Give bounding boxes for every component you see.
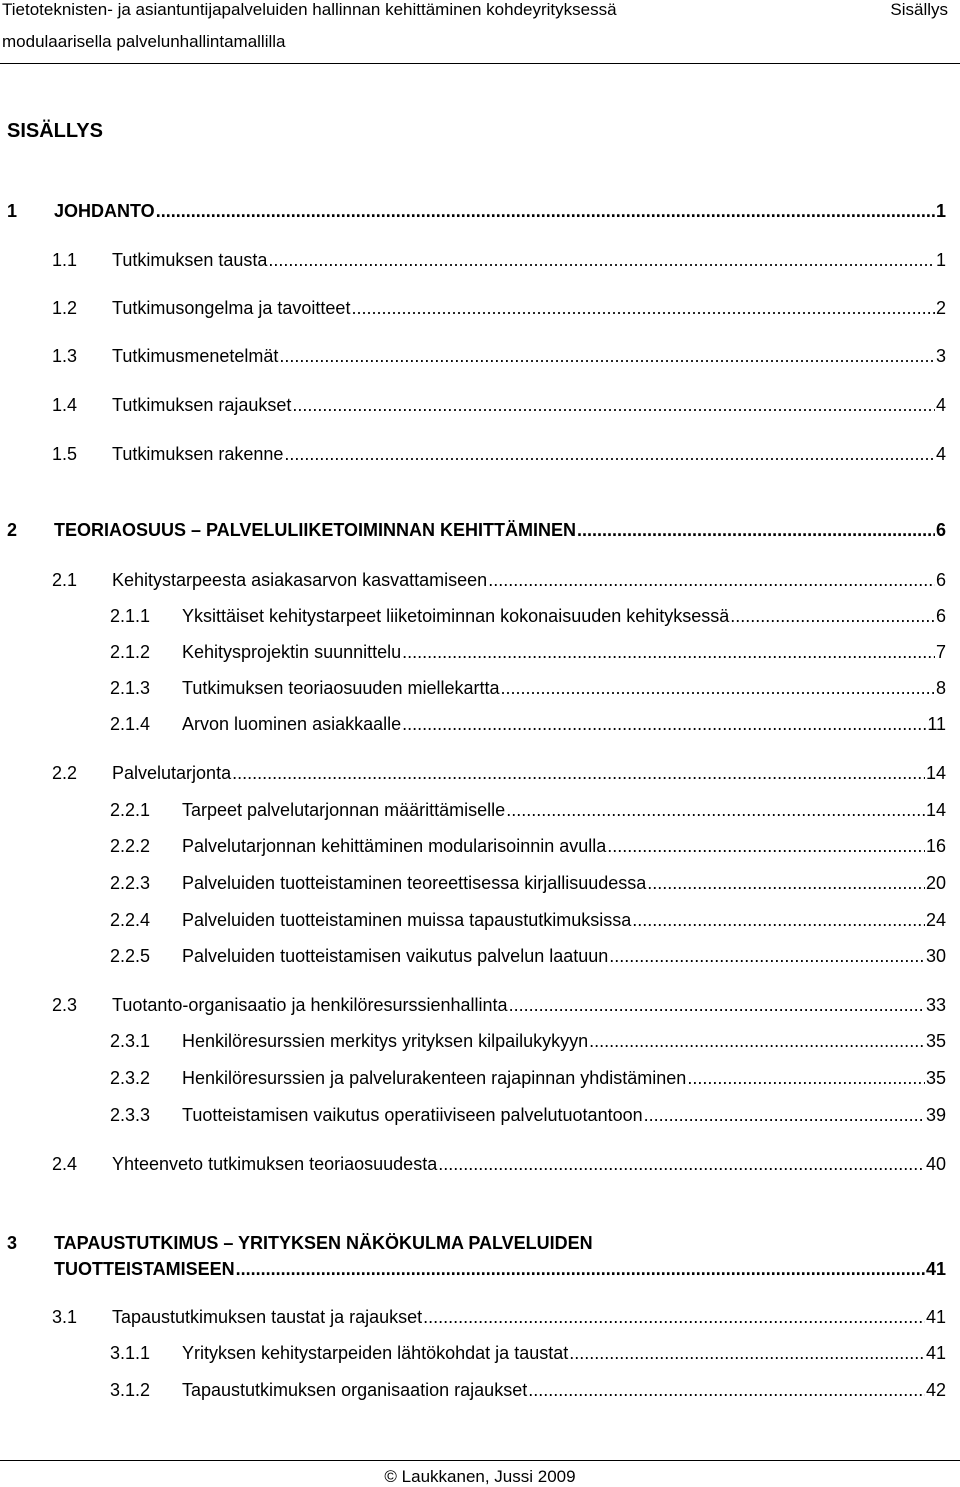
- toc-entry-title: Tutkimuksen teoriaosuuden miellekartta: [182, 678, 500, 698]
- toc-leader-dots: [607, 835, 925, 857]
- toc-entry-page: 6: [935, 606, 946, 626]
- toc-leader-dots: [423, 1306, 925, 1328]
- toc-entry-2-1-1[interactable]: [110, 605, 946, 627]
- toc-entry-page: 30: [925, 946, 946, 966]
- toc-entry-number: 2.2.1: [110, 800, 151, 820]
- toc-entry-number: 2.3.3: [110, 1105, 151, 1125]
- header-section-label: Sisällys: [890, 0, 948, 19]
- toc-entry-title: Kehitystarpeesta asiakasarvon kasvattamiseen: [112, 570, 488, 590]
- toc-entry-title: Palveluiden tuotteistaminen teoreettisessa kirjallisuudessa: [182, 873, 647, 893]
- toc-entry-2-3-2[interactable]: [110, 1067, 946, 1089]
- toc-entry-number: 1.2: [52, 298, 78, 318]
- toc-entry-number: 1.5: [52, 444, 78, 464]
- toc-entry-page: 14: [925, 800, 946, 820]
- toc-entry-page: 41: [925, 1343, 946, 1363]
- toc-leader-dots: [268, 249, 935, 271]
- toc-entry-number: 2.2.4: [110, 910, 151, 930]
- toc-entry-page: 4: [935, 444, 946, 464]
- toc-entry-3-1-2[interactable]: [110, 1379, 946, 1401]
- toc-entry-number: 2.3: [52, 995, 78, 1015]
- toc-entry-number: 2.3.2: [110, 1068, 151, 1088]
- toc-entry-2-1-2[interactable]: [110, 641, 946, 663]
- toc-leader-dots: [279, 345, 935, 367]
- toc-entry-number: 2.2: [52, 763, 78, 783]
- toc-leader-dots: [528, 1379, 925, 1401]
- toc-entry-page: 42: [925, 1380, 946, 1400]
- toc-entry-page: 6: [935, 570, 946, 590]
- toc-entry-2-2-4[interactable]: [110, 909, 946, 931]
- toc-entry-title: Tuotanto-organisaatio ja henkilöresurssienhallinta: [112, 995, 508, 1015]
- toc-entry-number: 2.1.3: [110, 678, 151, 698]
- toc-entry-title: Tarpeet palvelutarjonnan määrittämiselle: [182, 800, 506, 820]
- toc-entry-title: Tapaustutkimuksen taustat ja rajaukset: [112, 1307, 423, 1327]
- toc-entry-title: Tapaustutkimuksen organisaation rajaukset: [182, 1380, 528, 1400]
- toc-leader-dots: [402, 641, 935, 663]
- toc-leader-dots: [236, 1258, 925, 1280]
- toc-entry-title: JOHDANTO: [54, 201, 155, 221]
- toc-entry-number: 2: [7, 520, 18, 540]
- toc-leader-dots: [632, 909, 925, 931]
- toc-entry-page: 6: [935, 520, 946, 540]
- toc-leader-dots: [156, 200, 935, 222]
- toc-leader-dots: [232, 762, 925, 784]
- toc-leader-dots: [402, 713, 926, 735]
- toc-entry-page: 1: [935, 201, 946, 221]
- toc-entry-number: 3.1.1: [110, 1343, 151, 1363]
- toc-entry-2-2-5[interactable]: [110, 945, 946, 967]
- toc-entry-2[interactable]: [7, 519, 946, 541]
- toc-entry-2-2[interactable]: [52, 762, 946, 784]
- toc-entry-2-1-4[interactable]: [110, 713, 946, 735]
- toc-entry-2-1[interactable]: [52, 569, 946, 591]
- toc-entry-2-3[interactable]: [52, 994, 946, 1016]
- toc-leader-dots: [609, 945, 925, 967]
- toc-entry-title: Tutkimusmenetelmät: [112, 346, 279, 366]
- toc-leader-dots: [292, 394, 935, 416]
- toc-entry-title: Palvelutarjonnan kehittäminen modularisoinnin avulla: [182, 836, 607, 856]
- toc-entry-3[interactable]: [54, 1258, 946, 1280]
- toc-heading: SISÄLLYS: [7, 120, 103, 142]
- toc-entry-title: Tutkimuksen rakenne: [112, 444, 284, 464]
- toc-entry-page: 1: [935, 250, 946, 270]
- toc-entry-number: 3.1: [52, 1307, 78, 1327]
- toc-entry-page: 14: [925, 763, 946, 783]
- toc-entry-title: Tutkimuksen rajaukset: [112, 395, 292, 415]
- toc-entry-page: 8: [935, 678, 946, 698]
- toc-entry-title: Palvelutarjonta: [112, 763, 232, 783]
- toc-leader-dots: [644, 1104, 925, 1126]
- toc-entry-page: 35: [925, 1068, 946, 1088]
- toc-entry-3-1-1[interactable]: [110, 1342, 946, 1364]
- toc-leader-dots: [506, 799, 925, 821]
- toc-entry-title: Tutkimusongelma ja tavoitteet: [112, 298, 351, 318]
- toc-leader-dots: [647, 872, 925, 894]
- toc-leader-dots: [687, 1067, 925, 1089]
- toc-entry-2-2-3[interactable]: [110, 872, 946, 894]
- toc-entry-title: TAPAUSTUTKIMUS – YRITYKSEN NÄKÖKULMA PALVELUIDEN: [54, 1233, 593, 1253]
- toc-entry-number: 1.1: [52, 250, 78, 270]
- toc-leader-dots: [488, 569, 935, 591]
- toc-leader-dots: [569, 1342, 925, 1364]
- toc-entry-number: 3: [7, 1233, 18, 1253]
- toc-entry-title: Palveluiden tuotteistamisen vaikutus palvelun laatuun: [182, 946, 609, 966]
- header-divider: [0, 63, 960, 64]
- toc-entry-page: 24: [925, 910, 946, 930]
- toc-entry-title: Kehitysprojektin suunnittelu: [182, 642, 402, 662]
- toc-entry-2-2-1[interactable]: [110, 799, 946, 821]
- toc-entry-page: 41: [925, 1307, 946, 1327]
- toc-entry-number: 2.2.5: [110, 946, 151, 966]
- toc-entry-number: 3.1.2: [110, 1380, 151, 1400]
- toc-entry-number: 2.2.3: [110, 873, 151, 893]
- toc-entry-page: 41: [925, 1259, 946, 1279]
- toc-entry-title: Tuotteistamisen vaikutus operatiiviseen palvelutuotantoon: [182, 1105, 643, 1125]
- toc-entry-1-5[interactable]: [52, 443, 946, 465]
- toc-entry-page: 11: [927, 714, 946, 734]
- toc-entry-title: Yrityksen kehitystarpeiden lähtökohdat ja taustat: [182, 1343, 569, 1363]
- toc-leader-dots: [589, 1030, 925, 1052]
- toc-entry-2-1-3[interactable]: [110, 677, 946, 699]
- toc-entry-title: Yksittäiset kehitystarpeet liiketoiminnan kokonaisuuden kehityksessä: [182, 606, 730, 626]
- toc-entry-2-4[interactable]: [52, 1153, 946, 1175]
- toc-entry-title: Henkilöresurssien ja palvelurakenteen rajapinnan yhdistäminen: [182, 1068, 687, 1088]
- toc-entry-number: 1: [7, 201, 18, 221]
- toc-entry-page: 4: [935, 395, 946, 415]
- toc-leader-dots: [730, 605, 935, 627]
- toc-entry-2-2-2[interactable]: [110, 835, 946, 857]
- toc-leader-dots: [284, 443, 935, 465]
- toc-entry-1-3[interactable]: [52, 345, 946, 367]
- toc-entry-page: 20: [925, 873, 946, 893]
- toc-entry-number: 1.4: [52, 395, 78, 415]
- toc-entry-number: 2.2.2: [110, 836, 151, 856]
- toc-leader-dots: [577, 519, 935, 541]
- toc-entry-3-1[interactable]: [52, 1306, 946, 1328]
- toc-leader-dots: [438, 1153, 925, 1175]
- toc-leader-dots: [509, 994, 925, 1016]
- toc-entry-page: 35: [925, 1031, 946, 1051]
- toc-entry-page: 2: [935, 298, 946, 318]
- toc-leader-dots: [351, 297, 935, 319]
- toc-entry-title-continued: TUOTTEISTAMISEEN: [54, 1259, 235, 1279]
- toc-entry-1-2[interactable]: [52, 297, 946, 319]
- toc-entry-page: 40: [925, 1154, 946, 1174]
- toc-entry-1[interactable]: [7, 200, 946, 222]
- toc-entry-title: Yhteenveto tutkimuksen teoriaosuudesta: [112, 1154, 438, 1174]
- toc-entry-number: 2.1.1: [110, 606, 151, 626]
- toc-entry-1-4[interactable]: [52, 394, 946, 416]
- toc-entry-page: 7: [935, 642, 946, 662]
- toc-entry-number: 2.1.2: [110, 642, 151, 662]
- toc-entry-page: 33: [925, 995, 946, 1015]
- footer-divider: [0, 1460, 960, 1461]
- toc-entry-number: 2.4: [52, 1154, 78, 1174]
- toc-entry-number: 2.1.4: [110, 714, 151, 734]
- toc-entry-number: 2.3.1: [110, 1031, 151, 1051]
- header-title-line1: Tietoteknisten- ja asiantuntijapalveluiden hallinnan kehittäminen kohdeyrityksessä: [2, 0, 617, 19]
- toc-entry-1-1[interactable]: [52, 249, 946, 271]
- toc-entry-3-heading[interactable]: [7, 1233, 593, 1254]
- toc-entry-title: Arvon luominen asiakkaalle: [182, 714, 402, 734]
- toc-entry-title: TEORIAOSUUS – PALVELULIIKETOIMINNAN KEHITTÄMINEN: [54, 520, 577, 540]
- header-title-line2: modulaarisella palvelunhallintamallilla: [2, 32, 286, 51]
- toc-entry-number: 1.3: [52, 346, 78, 366]
- toc-entry-2-3-1[interactable]: [110, 1030, 946, 1052]
- toc-entry-title: Tutkimuksen tausta: [112, 250, 268, 270]
- toc-entry-title: Henkilöresurssien merkitys yrityksen kilpailukykyyn: [182, 1031, 589, 1051]
- toc-entry-page: 16: [925, 836, 946, 856]
- toc-leader-dots: [501, 677, 935, 699]
- footer-copyright: © Laukkanen, Jussi 2009: [384, 1467, 576, 1486]
- toc-entry-page: 3: [935, 346, 946, 366]
- toc-entry-page: 39: [925, 1105, 946, 1125]
- toc-entry-number: 2.1: [52, 570, 78, 590]
- toc-entry-2-3-3[interactable]: [110, 1104, 946, 1126]
- toc-entry-title: Palveluiden tuotteistaminen muissa tapaustutkimuksissa: [182, 910, 632, 930]
